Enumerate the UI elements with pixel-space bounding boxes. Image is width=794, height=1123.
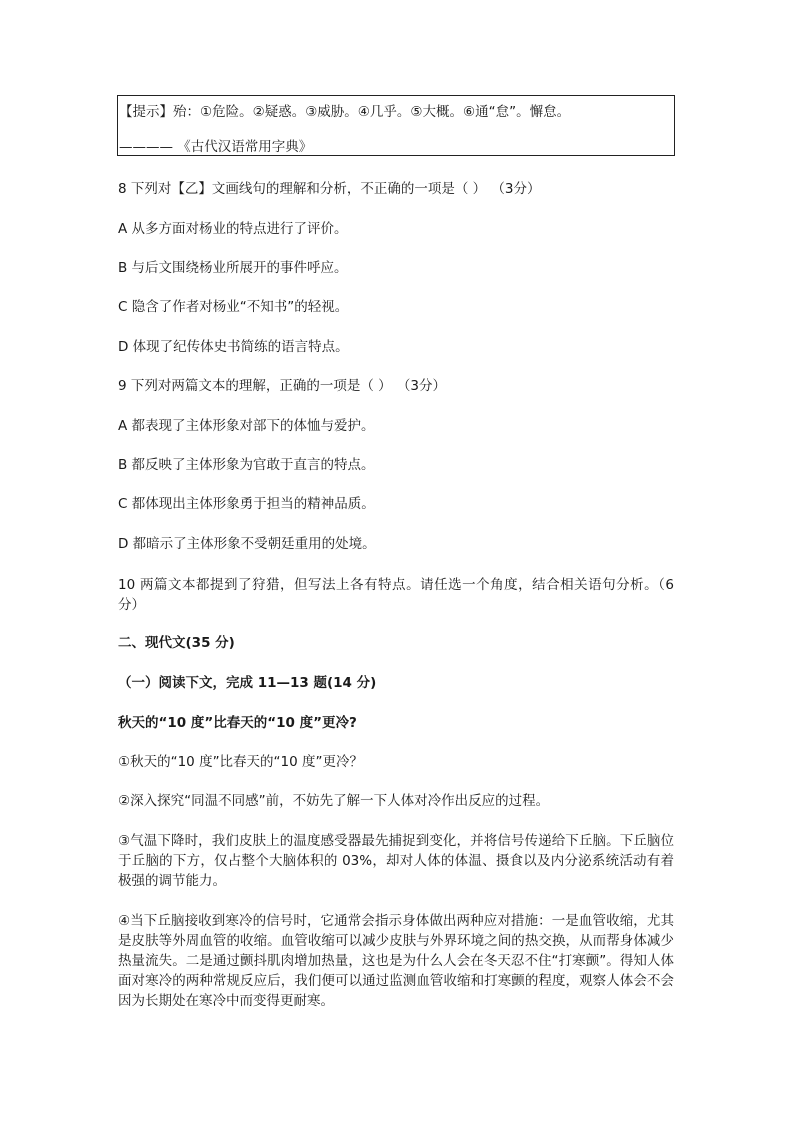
question-9-option-c: C 都体现出主体形象勇于担当的精神品质。 [118, 496, 375, 512]
paragraph-4: ④当下丘脑接收到寒冷的信号时，它通常会指示身体做出两种应对措施：一是血管收缩，尤其是皮肤等外周血管的收缩。血管收缩可以减少皮肤与外界环境之间的热交换，从而帮身体减少热量流失。二是通过颤抖肌肉增加热量，这也是为什么人会在冬天忍不住“打寒颤”。得知人体面对寒冷的两种常规反应后，我们便可以通过监测血管收缩和打寒颤的程度，观察人体会不会因为长期处在寒冷中而变得更耐寒。 [118, 913, 674, 1009]
question-8-option-b: B 与后文围绕杨业所展开的事件呼应。 [118, 260, 348, 276]
question-9-score: （3分） [403, 378, 447, 394]
section-subheading: （一）阅读下文，完成 11—13 题(14 分) [118, 675, 377, 691]
hint-definition: 【提示】殆：①危险。②疑惑。③威胁。④几乎。⑤大概。⑥通“怠”。懈怠。 [119, 104, 571, 120]
section-heading: 二、现代文(35 分) [118, 635, 235, 651]
question-10: 10 两篇文本都提到了狩猎，但写法上各有特点。请任选一个角度，结合相关语句分析。（6分） [118, 577, 674, 613]
question-8-option-c: C 隐含了作者对杨业“不知书”的轻视。 [118, 299, 349, 315]
question-8-option-a: A 从多方面对杨业的特点进行了评价。 [118, 221, 348, 237]
question-9-text: 9 下列对两篇文本的理解，正确的一项是（ ） [118, 378, 392, 394]
question-8-option-d: D 体现了纪传体史书简练的语言特点。 [118, 339, 349, 355]
hint-box [117, 95, 675, 156]
question-8-stem [118, 180, 541, 198]
question-9-option-b: B 都反映了主体形象为官敢于直言的特点。 [118, 457, 375, 473]
question-8-text: 8 下列对【乙】文画线句的理解和分析，不正确的一项是（ ） [118, 181, 487, 197]
article-title: 秋天的“10 度”比春天的“10 度”更冷? [118, 715, 357, 731]
paragraph-1: ①秋天的“10 度”比春天的“10 度”更冷？ [118, 754, 364, 770]
question-9-option-a: A 都表现了主体形象对部下的体恤与爱护。 [118, 418, 375, 434]
question-9-option-d: D 都暗示了主体形象不受朝廷重用的处境。 [118, 536, 376, 552]
question-8-score: （3分） [498, 181, 541, 197]
hint-source: ———— 《古代汉语常用字典》 [119, 139, 313, 155]
question-9-stem [118, 377, 446, 395]
paragraph-2: ②深入探究“同温不同感”前，不妨先了解一下人体对冷作出反应的过程。 [118, 793, 550, 809]
paragraph-3: ③气温下降时，我们皮肤上的温度感受器最先捕捉到变化，并将信号传递给下丘脑。下丘脑位于丘脑的下方，仅占整个大脑体积的 03%，却对人体的体温、摄食以及内分泌系统活动有着极强的调节能力。 [118, 833, 674, 889]
